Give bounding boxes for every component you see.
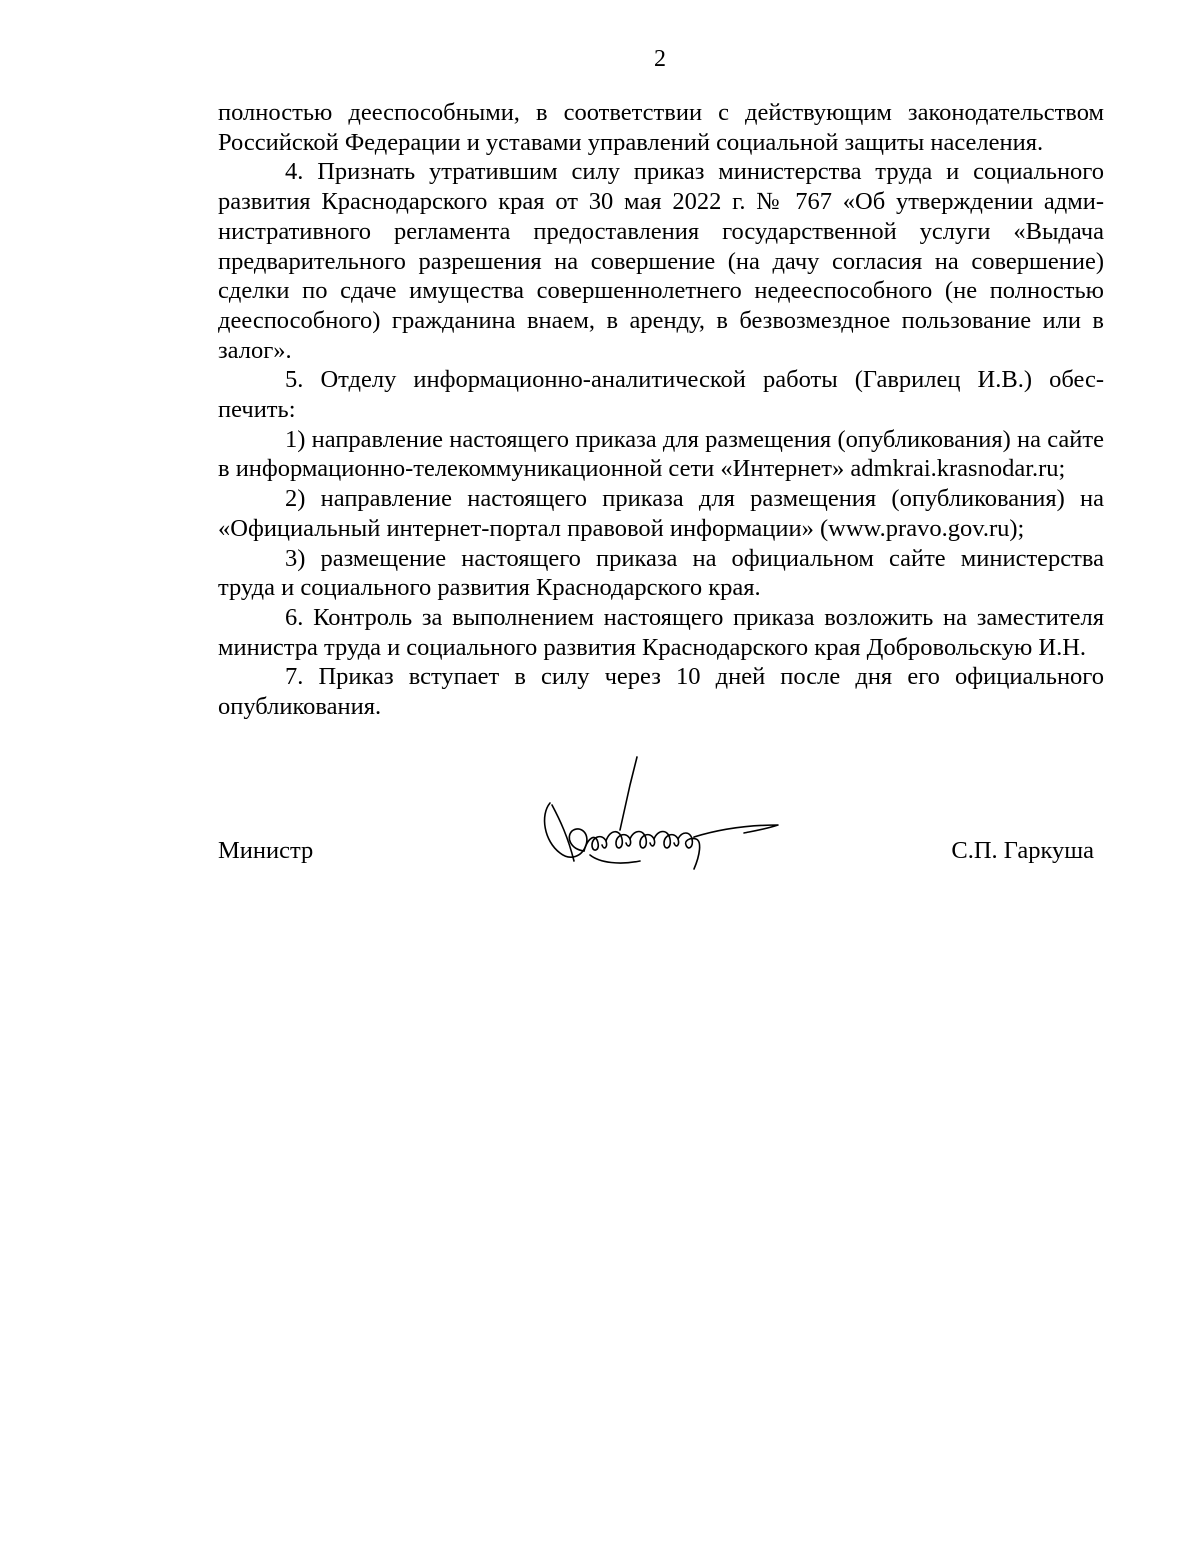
- signatory-title: Министр: [218, 837, 314, 864]
- paragraph-item-7: 7. Приказ вступает в силу через 10 дней после дня его официального опубликования.: [218, 663, 1104, 721]
- paragraph-item-4: 4. Признать утратившим силу приказ министерства труда и социального развития Краснодарского края от 30 мая 2022 г. № 767 «Об утверждении административного регламента предоставления государственной услуги «Выдача предварительного разрешения на совершение (на дачу согласия на совершение) сделки по сдаче имущества совершеннолетнего недееспособного (не полностью дееспособного) гражданина внаем, в аренду, в безвозмездное пользование или в залог».: [218, 158, 1104, 364]
- document-body: [218, 98, 1104, 722]
- paragraph-item-5: 5. Отделу информационно-аналитической работы (Гаврилец И.В.) обеспечить:: [218, 366, 1104, 424]
- handwritten-signature: [530, 745, 790, 885]
- paragraph-item-5-1: 1) направление настоящего приказа для размещения (опубликования) на сайте в информационно-телекоммуникационной сети «Интернет» admkrai.krasnodar.ru;: [218, 425, 1104, 483]
- paragraph-continuation: полностью дееспособными, в соответствии с действующим законодательством Российской Федерации и уставами управлений социальной защиты населения.: [218, 99, 1104, 156]
- signatory-name: С.П. Гаркуша: [951, 837, 1094, 864]
- paragraph-item-5-3: 3) размещение настоящего приказа на официальном сайте министерства труда и социального развития Краснодарского края.: [218, 544, 1104, 602]
- paragraph-item-5-2: 2) направление настоящего приказа для размещения (опубликования) на «Официальный интернет-портал правовой информации» (www.pravo.gov.ru);: [218, 485, 1104, 542]
- paragraph-item-6: 6. Контроль за выполнением настоящего приказа возложить на заместителя министра труда и социального развития Краснодарского края Добровольскую И.Н.: [218, 603, 1104, 661]
- page-number: 2: [654, 46, 666, 72]
